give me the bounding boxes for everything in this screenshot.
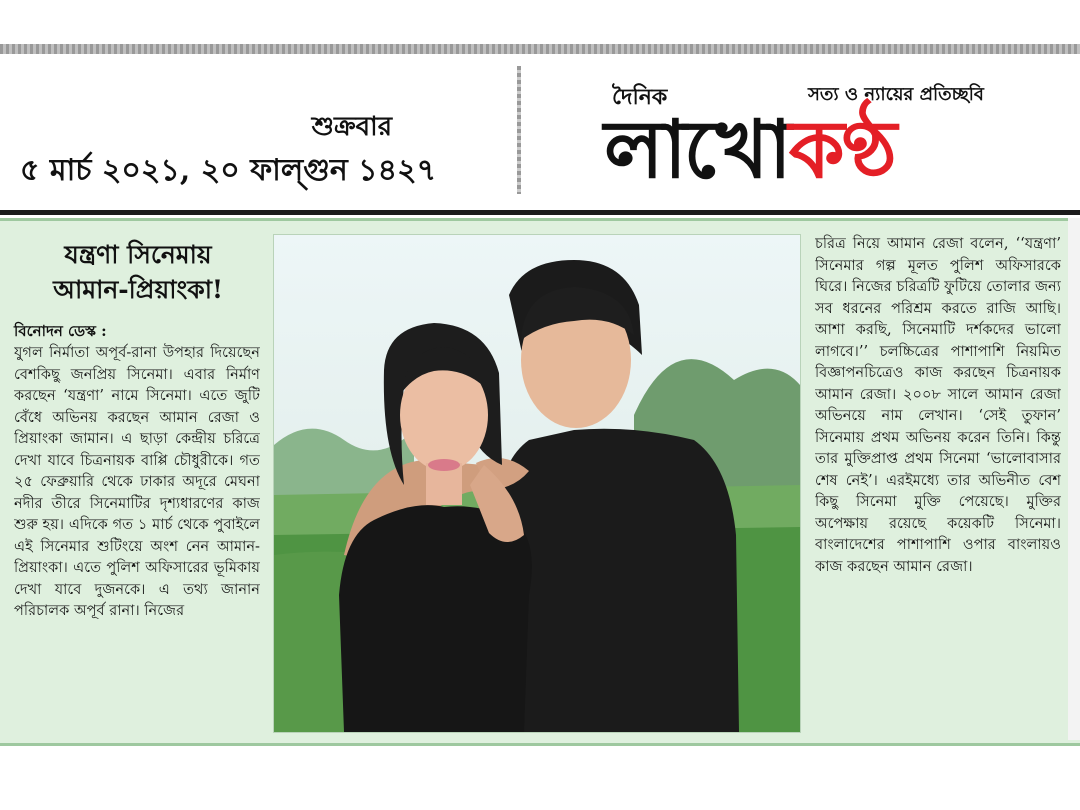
newspaper-tagline: সত্য ও ন্যায়ের প্রতিচ্ছবি (808, 84, 984, 105)
newspaper-logo (604, 103, 895, 196)
article-column-right: চরিত্র নিয়ে আমান রেজা বলেন, ‘‘যন্ত্রণা’ সিনেমার গল্প মূলত পুলিশ অফিসারকে ঘিরে। নিজের চরিত্রটি ফুটিয়ে তোলার জন্য সব ধরনের পরিশ্রম করতে রাজি আছি। আশা করছি, সিনেমাটি দর্শকদের ভালো লাগবে।’’ চলচ্চিত্রের পাশাপাশি নিয়মিত বিজ্ঞাপনচিত্রেও কাজ করছেন চিত্রনায়ক আমান রেজা। ২০০৮ সালে আমান রেজা অভিনয়ে নাম লেখান। ‘সেই তুফান’ সিনেমায় প্রথম অভিনয় করেন তিনি। কিন্তু তার মুক্তিপ্রাপ্ত প্রথম সিনেমা ‘ভালোবাসার শেষ নেই’। এরইমধ্যে তার অভিনীত বেশ কিছু সিনেমা মুক্তি পেয়েছে। মুক্তির অপেক্ষায় রয়েছে কয়েকটি সিনেমা। বাংলাদেশের পাশাপাশি ওপার বাংলায়ও কাজ করছেন আমান রেজা। (815, 235, 1061, 575)
headline-line-2: আমান-প্রিয়াংকা! (53, 275, 223, 304)
article-photo (273, 234, 801, 733)
masthead (0, 54, 1080, 214)
article-byline: বিনোদন ডেস্ক : (14, 322, 107, 340)
masthead-day: শুক্রবার (311, 112, 392, 142)
logo-part-red: কণ্ঠ (788, 103, 895, 196)
article-column-left: যুগল নির্মাতা অপূর্ব-রানা উপহার দিয়েছেন বেশকিছু জনপ্রিয় সিনেমা। এবার নির্মাণ করছেন ‘যন্ত্রণা’ নামে সিনেমা। এতে জুটি বেঁধে অভিনয় করছেন আমান রেজা ও প্রিয়াংকা জামান। এ ছাড়া কেন্দ্রীয় চরিত্রে দেখা যাবে চিত্রনায়ক বাপ্পি চৌধুরীকে। গত ২৫ ফেব্রুয়ারি থেকে ঢাকার অদূরে মেঘনা নদীর তীরে সিনেমাটির দৃশ্যধারণের কাজ শুরু হয়। এদিকে গত ১ মার্চ থেকে পুবাইলে এই সিনেমার শুটিংয়ে অংশ নেন আমান-প্রিয়াংকা। এতে পুলিশ অফিসারের ভূমিকায় দেখা যাবে দুজনকে। এ তথ্য জানান পরিচালক অপূর্ব রানা। নিজের (14, 344, 260, 619)
article-panel (0, 218, 1080, 746)
masthead-divider (517, 66, 521, 194)
headline-line-1: যন্ত্রণা সিনেমায় (64, 240, 212, 269)
logo-part-black: লাখো (604, 103, 789, 196)
article-headline (14, 237, 262, 307)
top-dotted-rule (0, 44, 1080, 54)
newspaper-prefix: দৈনিক (612, 84, 668, 110)
masthead-date: ৫ মার্চ ২০২১, ২০ ফাল্গুন ১৪২৭ (20, 153, 437, 188)
right-edge-shade (1068, 218, 1080, 740)
masthead-bottom-rule (0, 210, 1080, 215)
photo-illustration (274, 235, 800, 732)
